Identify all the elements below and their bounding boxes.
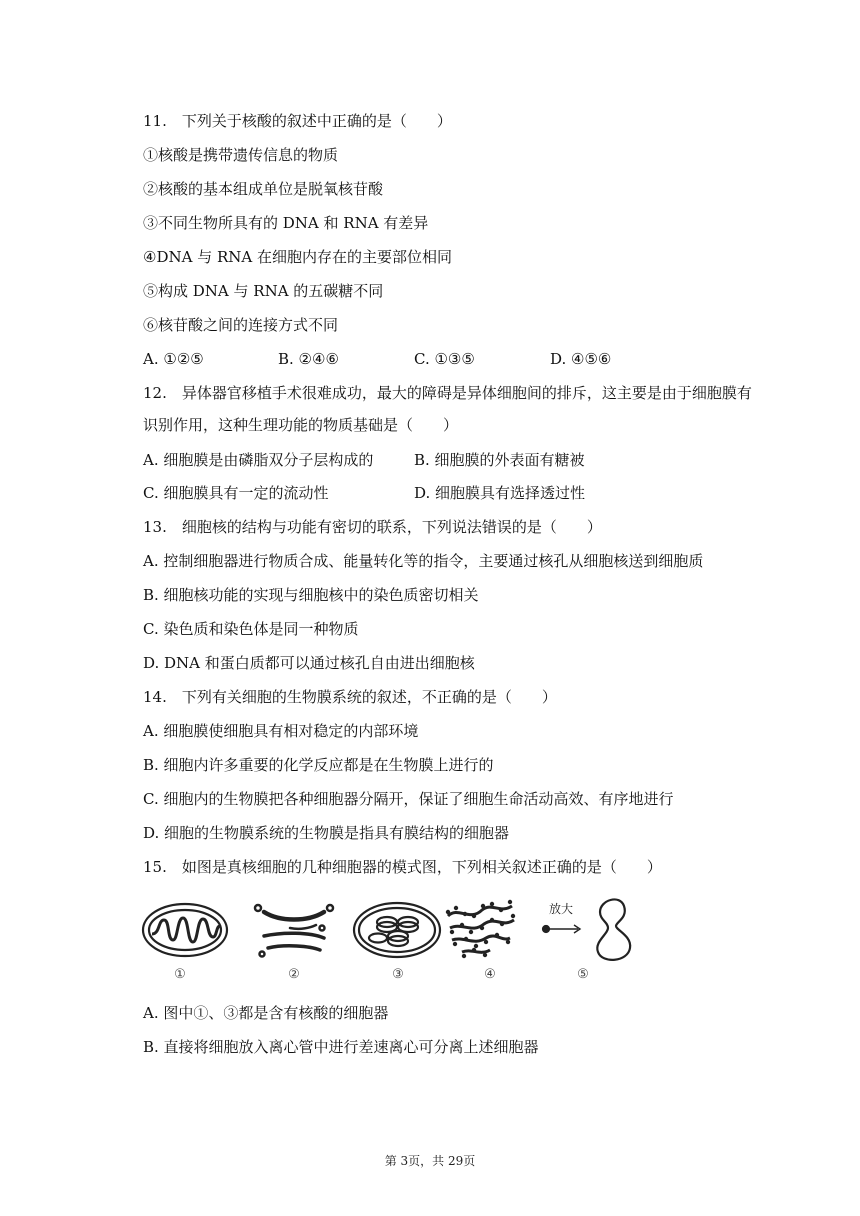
q15-option-a: A. 图中①、③都是含有核酸的细胞器	[143, 1004, 389, 1022]
q12-option-a: A. 细胞膜是由磷脂双分子层构成的	[143, 451, 374, 469]
q14-option-b: B. 细胞内许多重要的化学反应都是在生物膜上进行的	[143, 756, 494, 774]
q13-option-d: D. DNA 和蛋白质都可以通过核孔自由进出细胞核	[143, 654, 475, 672]
mitochondrion-icon	[143, 904, 227, 956]
figure-label-5: ⑤	[577, 967, 589, 982]
q11-item: ④DNA 与 RNA 在细胞内存在的主要部位相同	[143, 248, 452, 266]
q11-item: ①核酸是携带遗传信息的物质	[143, 146, 339, 164]
figure-label-1: ①	[174, 967, 186, 982]
q13-stem: 13. 细胞核的结构与功能有密切的联系，下列说法错误的是（ ）	[143, 518, 602, 536]
q11-item: ②核酸的基本组成单位是脱氧核苷酸	[143, 180, 384, 198]
q15-option-b: B. 直接将细胞放入离心管中进行差速离心可分离上述细胞器	[143, 1038, 539, 1056]
q14-option-a: A. 细胞膜使细胞具有相对稳定的内部环境	[143, 722, 419, 740]
q15-stem: 15. 如图是真核细胞的几种细胞器的模式图，下列相关叙述正确的是（ ）	[143, 858, 662, 876]
q13-option-a: A. 控制细胞器进行物质合成、能量转化等的指令，主要通过核孔从细胞核送到细胞质	[143, 552, 704, 570]
q11-item: ③不同生物所具有的 DNA 和 RNA 有差异	[143, 214, 429, 232]
q13-option-b: B. 细胞核功能的实现与细胞核中的染色质密切相关	[143, 586, 479, 604]
q11-option-a: A. ①②⑤	[143, 350, 204, 368]
figure-label-3: ③	[392, 967, 404, 982]
q14-option-d: D. 细胞的生物膜系统的生物膜是指具有膜结构的细胞器	[143, 824, 510, 842]
q14-option-c: C. 细胞内的生物膜把各种细胞器分隔开，保证了细胞生命活动高效、有序地进行	[143, 790, 674, 808]
q12-option-c: C. 细胞膜具有一定的流动性	[143, 484, 329, 502]
page-footer: 第 3页，共 29页	[384, 1154, 476, 1168]
figure-label-4: ④	[484, 967, 496, 982]
q13-option-c: C. 染色质和染色体是同一种物质	[143, 620, 359, 638]
q11-option-b: B. ②④⑥	[278, 350, 339, 368]
q11-option-c: C. ①③⑤	[414, 350, 475, 368]
q11-option-d: D. ④⑤⑥	[550, 350, 612, 368]
q11-stem: 11. 下列关于核酸的叙述中正确的是（ ）	[143, 112, 452, 130]
chloroplast-icon	[354, 903, 440, 957]
q12-stem-line1: 12. 异体器官移植手术很难成功，最大的障碍是异体细胞间的排斥，这主要是由于细胞膜有	[143, 384, 752, 402]
golgi-icon	[255, 905, 333, 957]
q11-item: ⑤构成 DNA 与 RNA 的五碳糖不同	[143, 282, 384, 300]
q12-option-b: B. 细胞膜的外表面有糖被	[414, 451, 585, 469]
q11-item: ⑥核苷酸之间的连接方式不同	[143, 316, 339, 334]
figure-label-2: ②	[288, 967, 300, 982]
magnify-arrow-label: 放大	[549, 902, 574, 916]
q12-stem-line2: 识别作用，这种生理功能的物质基础是（ ）	[143, 416, 459, 434]
endoplasmic-reticulum-icon	[446, 900, 515, 958]
q12-option-d: D. 细胞膜具有选择透过性	[414, 484, 586, 502]
q14-stem: 14. 下列有关细胞的生物膜系统的叙述，不正确的是（ ）	[143, 688, 557, 706]
